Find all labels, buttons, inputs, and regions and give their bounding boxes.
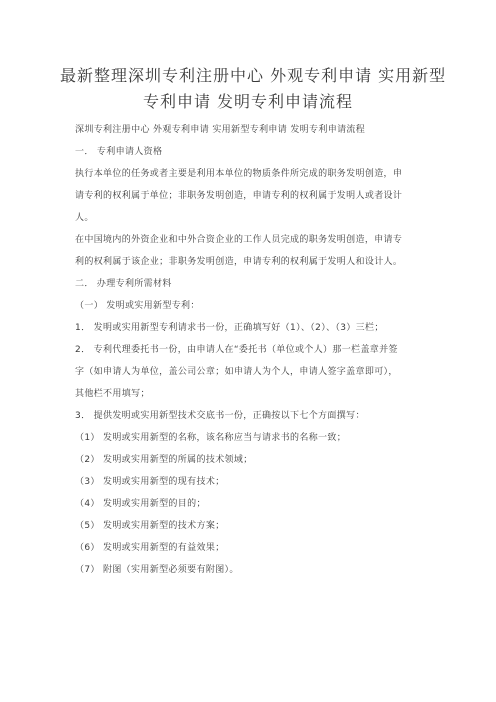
section-heading-1: 一． 专利申请人资格 <box>75 147 163 157</box>
list-item: （6） 发明或实用新型的有益效果； <box>75 543 225 553</box>
list-item: （1） 发明或实用新型的名称，该名称应当与请求书的名称一致； <box>75 433 347 443</box>
list-item: （4） 发明或实用新型的目的； <box>75 499 206 509</box>
list-item: （2） 发明或实用新型的所属的技术领域； <box>75 455 253 465</box>
numbered-item: 2． 专利代理委托书一份，由申请人在“委托书（单位或个人）那一栏盖章并签 <box>75 345 398 355</box>
document-title-line-2: 专利申请 发明专利申请流程 <box>142 92 354 111</box>
numbered-item-continued: 其他栏不用填写； <box>75 389 150 399</box>
document-title-line-1: 最新整理深圳专利注册中心 外观专利申请 实用新型 <box>60 66 447 85</box>
numbered-item: 1． 发明或实用新型专利请求书一份，正确填写好（1）、（2）、（3）三栏； <box>75 323 384 333</box>
subsection-heading: （一） 发明或实用新型专利： <box>75 301 200 311</box>
paragraph-line: 利的权利属于该企业；非职务发明创造，申请专利的权利属于发明人和设计人。 <box>75 257 403 267</box>
paragraph-line: 请专利的权利属于单位；非职务发明创造，申请专利的权利属于发明人或者设计 <box>75 191 403 201</box>
paragraph-line: 人。 <box>75 213 94 223</box>
numbered-item-continued: 字（如申请人为单位，盖公司公章；如申请人为个人，申请人签字盖章即可）， <box>75 367 398 377</box>
paragraph-line: 在中国境内的外资企业和中外合资企业的工作人员完成的职务发明创造，申请专 <box>75 235 403 245</box>
list-item: （5） 发明或实用新型的技术方案； <box>75 521 225 531</box>
section-heading-2: 二． 办理专利所需材料 <box>75 279 172 289</box>
subtitle-line: 深圳专利注册中心 外观专利申请 实用新型专利申请 发明专利申请流程 <box>75 125 366 135</box>
paragraph-line: 执行本单位的任务或者主要是利用本单位的物质条件所完成的职务发明创造，申 <box>75 169 403 179</box>
list-item: （7） 附图（实用新型必须要有附图）。 <box>75 565 239 575</box>
list-item: （3） 发明或实用新型的现有技术； <box>75 477 225 487</box>
numbered-item: 3． 提供发明或实用新型技术交底书一份，正确按以下七个方面撰写： <box>75 411 365 421</box>
